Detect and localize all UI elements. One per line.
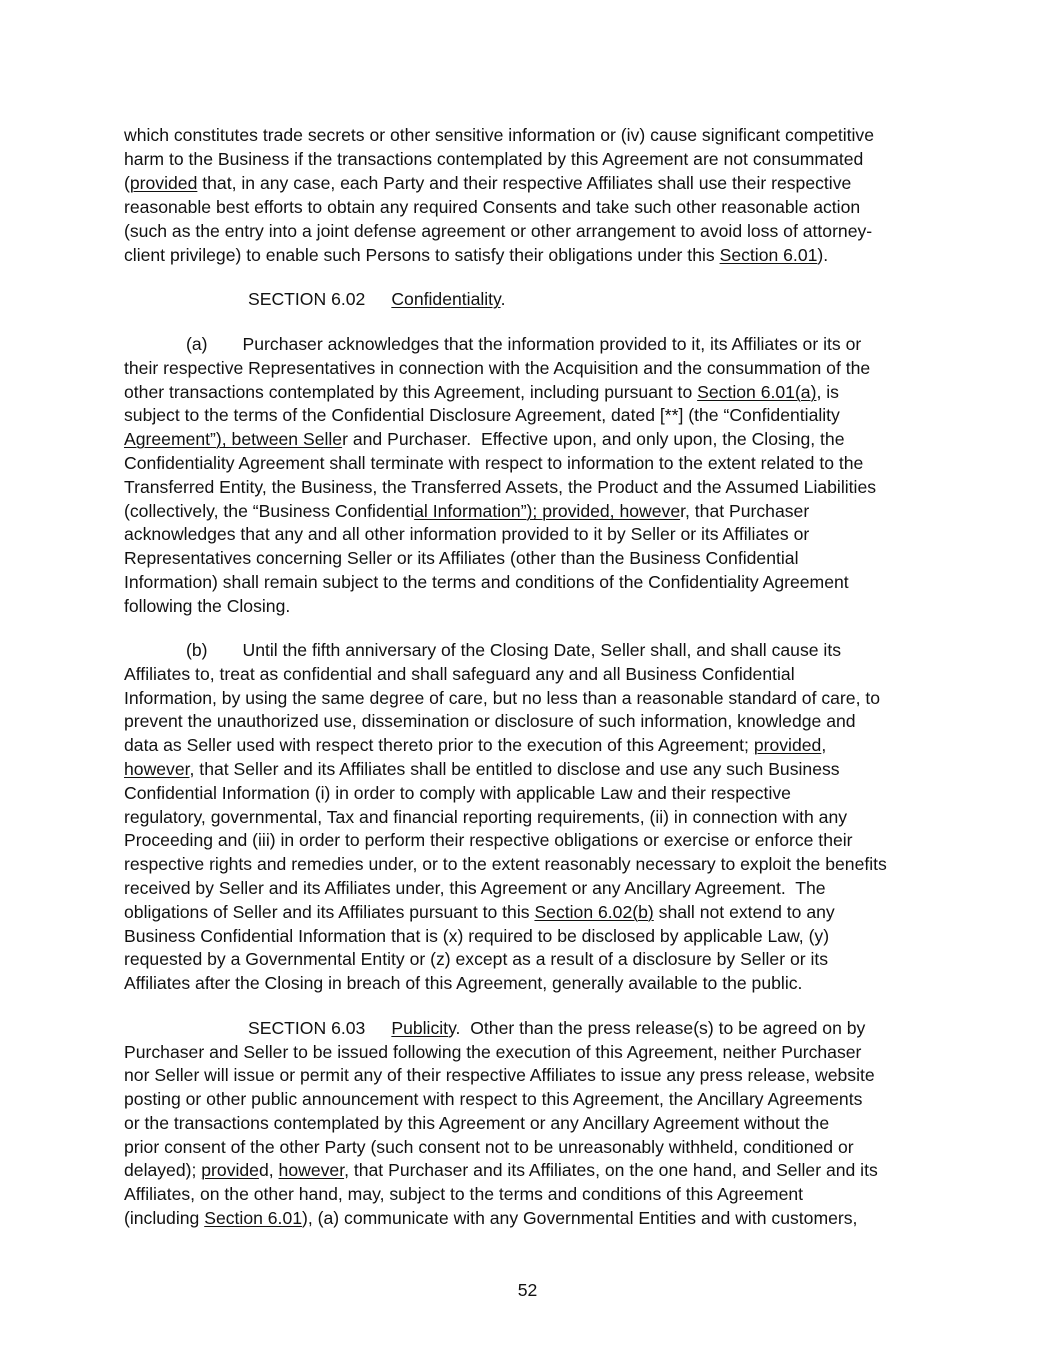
text-line: Transferred Entity, the Business, the Transferred Assets, the Product and the Assumed Liabilities: [124, 477, 877, 497]
text-line: Affiliates after the Closing in breach of this Agreement, generally available to the public.: [124, 973, 803, 993]
text-line: respective rights and remedies under, or to the extent reasonably necessary to exploit the benefits: [124, 854, 887, 874]
text-line: Proceeding and (iii) in order to perform their respective obligations or exercise or enforce their: [124, 830, 853, 850]
text-run: (including: [124, 1208, 205, 1228]
text-line: [124, 500, 809, 524]
underlined-term: however: [278, 1160, 345, 1180]
text-line: prior consent of the other Party (such consent not to be unreasonably withheld, conditioned or: [124, 1137, 854, 1157]
text-line: [124, 1159, 878, 1183]
section-title: Publicit: [391, 1018, 449, 1038]
text-run: shall not extend to any: [653, 902, 835, 922]
underlined-term: provided: [129, 173, 198, 193]
text-line: Confidentiality Agreement shall terminate with respect to information to the extent related to the: [124, 453, 864, 473]
text-line: subject to the terms of the Confidential Disclosure Agreement, dated [**] (the “Confidentiality: [124, 405, 840, 425]
text-run: d,: [258, 1160, 279, 1180]
underlined-term: provide: [201, 1160, 259, 1180]
text-run: ).: [817, 245, 829, 265]
text-line: prevent the unauthorized use, dissemination or disclosure of such information, knowledge and: [124, 711, 856, 731]
text-run: (: [124, 173, 130, 193]
section-title: Confidentiality: [391, 289, 501, 309]
text-line: received by Seller and its Affiliates under, this Agreement or any Ancillary Agreement. The: [124, 878, 826, 898]
text-line: harm to the Business if the transactions contemplated by this Agreement are not consummated: [124, 149, 864, 169]
text-line: Confidential Information (i) in order to comply with applicable Law and their respective: [124, 783, 791, 803]
text-line: requested by a Governmental Entity or (z) except as a result of a disclosure by Seller or its: [124, 949, 829, 969]
underlined-term: however: [124, 759, 190, 779]
text-run: client privilege) to enable such Persons to satisfy their obligations under this: [124, 245, 720, 265]
text-line: Affiliates, on the other hand, may, subject to the terms and conditions of this Agreement: [124, 1184, 804, 1204]
text-run: that, in any case, each Party and their respective Affiliates shall use their respective: [197, 173, 852, 193]
section-heading-6-03: [248, 1017, 865, 1041]
text-run: , is: [816, 382, 839, 402]
text-line: [124, 381, 839, 405]
text-line: posting or other public announcement with respect to this Agreement, the Ancillary Agreements: [124, 1089, 863, 1109]
text-run: r, that Purchaser: [680, 501, 810, 521]
text-line: nor Seller will issue or permit any of their respective Affiliates to issue any press release, website: [124, 1065, 875, 1085]
text-line: reasonable best efforts to obtain any required Consents and take such other reasonable action: [124, 197, 861, 217]
text-line: [124, 172, 851, 196]
text-line: Representatives concerning Seller or its Affiliates (other than the Business Confidential: [124, 548, 799, 568]
text-line: [124, 1207, 857, 1231]
underlined-term: Agreement”), between Selle: [124, 429, 343, 449]
text-line: Information, by using the same degree of care, but no less than a reasonable standard of care, to: [124, 688, 881, 708]
text-line: Information) shall remain subject to the terms and conditions of the Confidentiality Agreement: [124, 572, 849, 592]
text-run: r and Purchaser. Effective upon, and only upon, the Closing, the: [342, 429, 845, 449]
text-line: following the Closing.: [124, 596, 291, 616]
text-run: .: [500, 289, 506, 309]
text-line: acknowledges that any and all other information provided to it by Seller or its Affiliates or: [124, 524, 810, 544]
text-line: [124, 428, 845, 452]
text-run: y. Other than the press release(s) to be agreed on by: [448, 1018, 866, 1038]
text-line: Business Confidential Information that is (x) required to be disclosed by applicable Law, (y): [124, 926, 830, 946]
text-run: (collectively, the “Business Confidenti: [124, 501, 415, 521]
section-number: SECTION 6.03: [248, 1018, 366, 1038]
text-line: their respective Representatives in connection with the Acquisition and the consummation of the: [124, 358, 871, 378]
text-run: Until the fifth anniversary of the Closing Date, Seller shall, and shall cause its: [242, 640, 842, 660]
text-run: , that Seller and its Affiliates shall be entitled to disclose and use any such Business: [189, 759, 840, 779]
clause-label: (a): [186, 334, 208, 354]
text-line: [124, 244, 828, 268]
text-run: , that Purchaser and its Affiliates, on the one hand, and Seller and its: [344, 1160, 878, 1180]
text-line: Purchaser and Seller to be issued following the execution of this Agreement, neither Purchaser: [124, 1042, 862, 1062]
text-line: (such as the entry into a joint defense agreement or other arrangement to avoid loss of attorney-: [124, 221, 873, 241]
text-line: regulatory, governmental, Tax and financial reporting requirements, (ii) in connection with any: [124, 807, 848, 827]
text-line: [186, 333, 861, 357]
text-run: ,: [821, 735, 827, 755]
clause-label: (b): [186, 640, 208, 660]
page-number: 52: [517, 1280, 538, 1300]
underlined-term: provided: [753, 735, 822, 755]
text-run: other transactions contemplated by this Agreement, including pursuant to: [124, 382, 698, 402]
section-number: SECTION 6.02: [248, 289, 366, 309]
text-line: Affiliates to, treat as confidential and shall safeguard any and all Business Confidential: [124, 664, 795, 684]
section-reference: Section 6.02(b): [534, 902, 654, 922]
section-reference: Section 6.01(a): [697, 382, 817, 402]
text-line: or the transactions contemplated by this Agreement or any Ancillary Agreement without the: [124, 1113, 830, 1133]
section-heading-6-02: [248, 288, 505, 312]
text-run: delayed);: [124, 1160, 202, 1180]
underlined-term: al Information”); provided, howeve: [414, 501, 681, 521]
text-run: obligations of Seller and its Affiliates pursuant to this: [124, 902, 535, 922]
text-run: Purchaser acknowledges that the information provided to it, its Affiliates or its or: [242, 334, 862, 354]
text-line: [124, 758, 840, 782]
text-run: data as Seller used with respect thereto prior to the execution of this Agreement;: [124, 735, 754, 755]
section-reference: Section 6.01: [719, 245, 818, 265]
text-line: [124, 901, 835, 925]
text-line: [186, 639, 841, 663]
section-reference: Section 6.01: [204, 1208, 303, 1228]
text-line: [124, 734, 826, 758]
text-run: ), (a) communicate with any Governmental Entities and with customers,: [302, 1208, 858, 1228]
text-line: which constitutes trade secrets or other sensitive information or (iv) cause significant competitive: [124, 125, 875, 145]
